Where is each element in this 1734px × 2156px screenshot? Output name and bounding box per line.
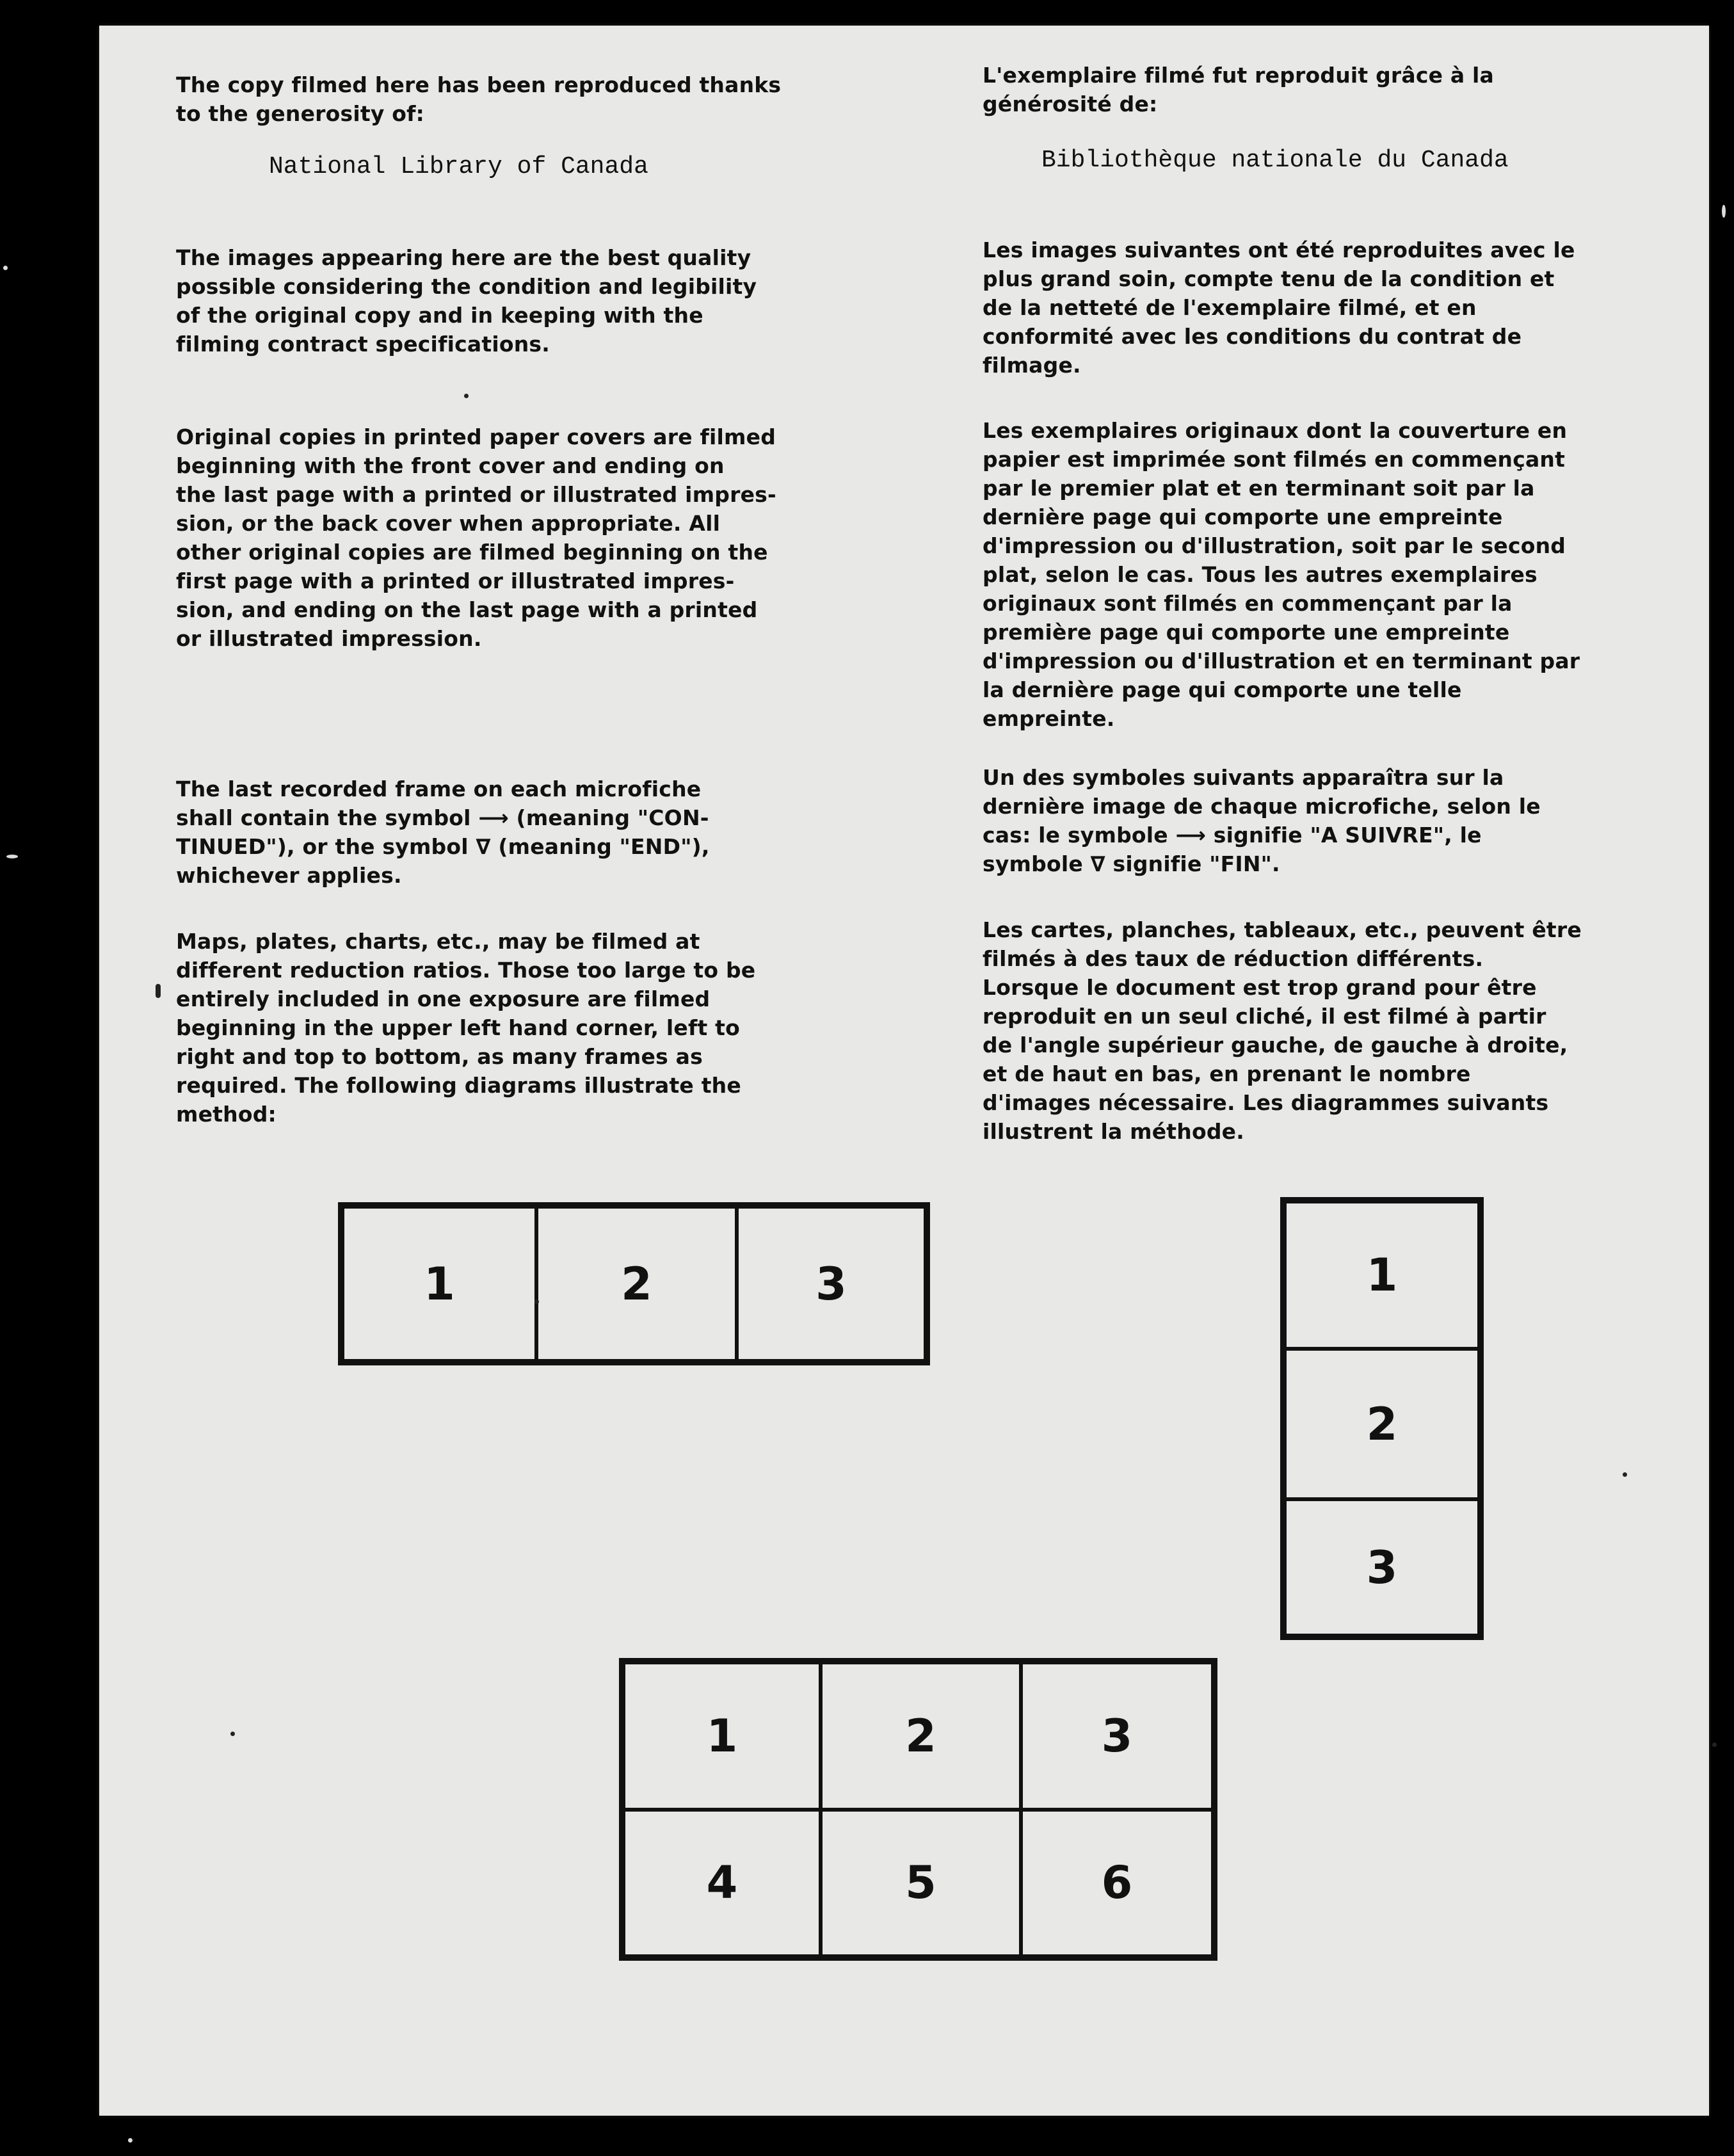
dust-speck xyxy=(6,855,18,858)
symbols-statement-en: The last recorded frame on each microfiche shall contain the symbol ⟶ (meaning "CON- TINUED"), or the symbol ∇ (meaning "END"), whichever applies. xyxy=(176,776,710,888)
institution-fr: Bibliothèque nationale du Canada xyxy=(1041,147,1509,174)
frame-3: 3 xyxy=(1021,1662,1213,1810)
frame-2: 2 xyxy=(1285,1349,1479,1499)
frame-3: 3 xyxy=(1285,1499,1479,1636)
frame-5: 5 xyxy=(821,1810,1021,1957)
frame-2: 2 xyxy=(821,1662,1021,1810)
maps-statement-fr: Les cartes, planches, tableaux, etc., peuvent être filmés à des taux de réduction différents. Lorsque le document est trop grand pour être reproduit en un seul cliché, il est filmé à partir de l'angle supérieur gauche, de gauche à droite, et de haut en bas, en prenant le nombre d'images nécessaire. Les diagrammes suivants illustrent la méthode. xyxy=(983,917,1582,1144)
original-copies-statement-fr: Les exemplaires originaux dont la couverture en papier est imprimée sont filmés en commençant par le premier plat et en terminant soit par la dernière page qui comporte une empreinte d'impression ou d'illustration, soit par le second plat, selon le cas. Tous les autres exemplaires originaux sont filmés en commençant par la première page qui comporte une empreinte d'impression ou d'illustration et en terminant par la dernière page qui comporte une telle empreinte. xyxy=(983,418,1580,731)
frame-6: 6 xyxy=(1021,1810,1213,1957)
frame-4: 4 xyxy=(623,1810,821,1957)
dust-speck xyxy=(230,1732,235,1736)
acknowledgement-en: The copy filmed here has been reproduced thanks to the generosity of: xyxy=(176,72,782,126)
filmed-page xyxy=(99,26,1709,2116)
diagram-horizontal xyxy=(338,1202,930,1365)
dust-speck xyxy=(1712,1742,1717,1747)
original-copies-statement-en: Original copies in printed paper covers are filmed beginning with the front cover and ending on the last page with a printed or illustrated impres- sion, or the back cover when appropriate. All other original copies are filmed beginning on the first page with a printed or illustrated impres- sion, and ending on the last page with a printed or illustrated impression. xyxy=(176,424,776,651)
frame-1: 1 xyxy=(342,1207,536,1361)
institution-en: National Library of Canada xyxy=(269,153,648,181)
dust-speck xyxy=(464,394,469,398)
dust-speck xyxy=(128,2138,132,2143)
quality-statement-fr: Les images suivantes ont été reproduites avec le plus grand soin, compte tenu de la condition et de la netteté de l'exemplaire filmé, et en conformité avec les conditions du contrat de filmage. xyxy=(983,237,1575,378)
dust-speck xyxy=(156,984,161,998)
maps-statement-en: Maps, plates, charts, etc., may be filmed at different reduction ratios. Those too large to be entirely included in one exposure are filmed beginning in the upper left hand corner, left to right and top to bottom, as many frames as required. The following diagrams illustrate the method: xyxy=(176,929,756,1127)
dust-speck xyxy=(1722,205,1726,218)
dust-speck xyxy=(534,1299,539,1304)
symbols-statement-fr: Un des symboles suivants apparaîtra sur la dernière image de chaque microfiche, selon le cas: le symbole ⟶ signifie "A SUIVRE", le symbole ∇ signifie "FIN". xyxy=(983,765,1541,876)
dust-speck xyxy=(1623,1472,1627,1477)
diagram-vertical xyxy=(1280,1197,1484,1640)
diagram-grid xyxy=(619,1658,1217,1961)
dust-speck xyxy=(3,266,8,270)
frame-1: 1 xyxy=(1285,1202,1479,1349)
frame-1: 1 xyxy=(623,1662,821,1810)
quality-statement-en: The images appearing here are the best quality possible considering the condition and legibility of the original copy and in keeping with the filming contract specifications. xyxy=(176,245,757,357)
frame-3: 3 xyxy=(737,1207,926,1361)
frame-2: 2 xyxy=(536,1207,737,1361)
acknowledgement-fr: L'exemplaire filmé fut reproduit grâce à la générosité de: xyxy=(983,63,1495,117)
